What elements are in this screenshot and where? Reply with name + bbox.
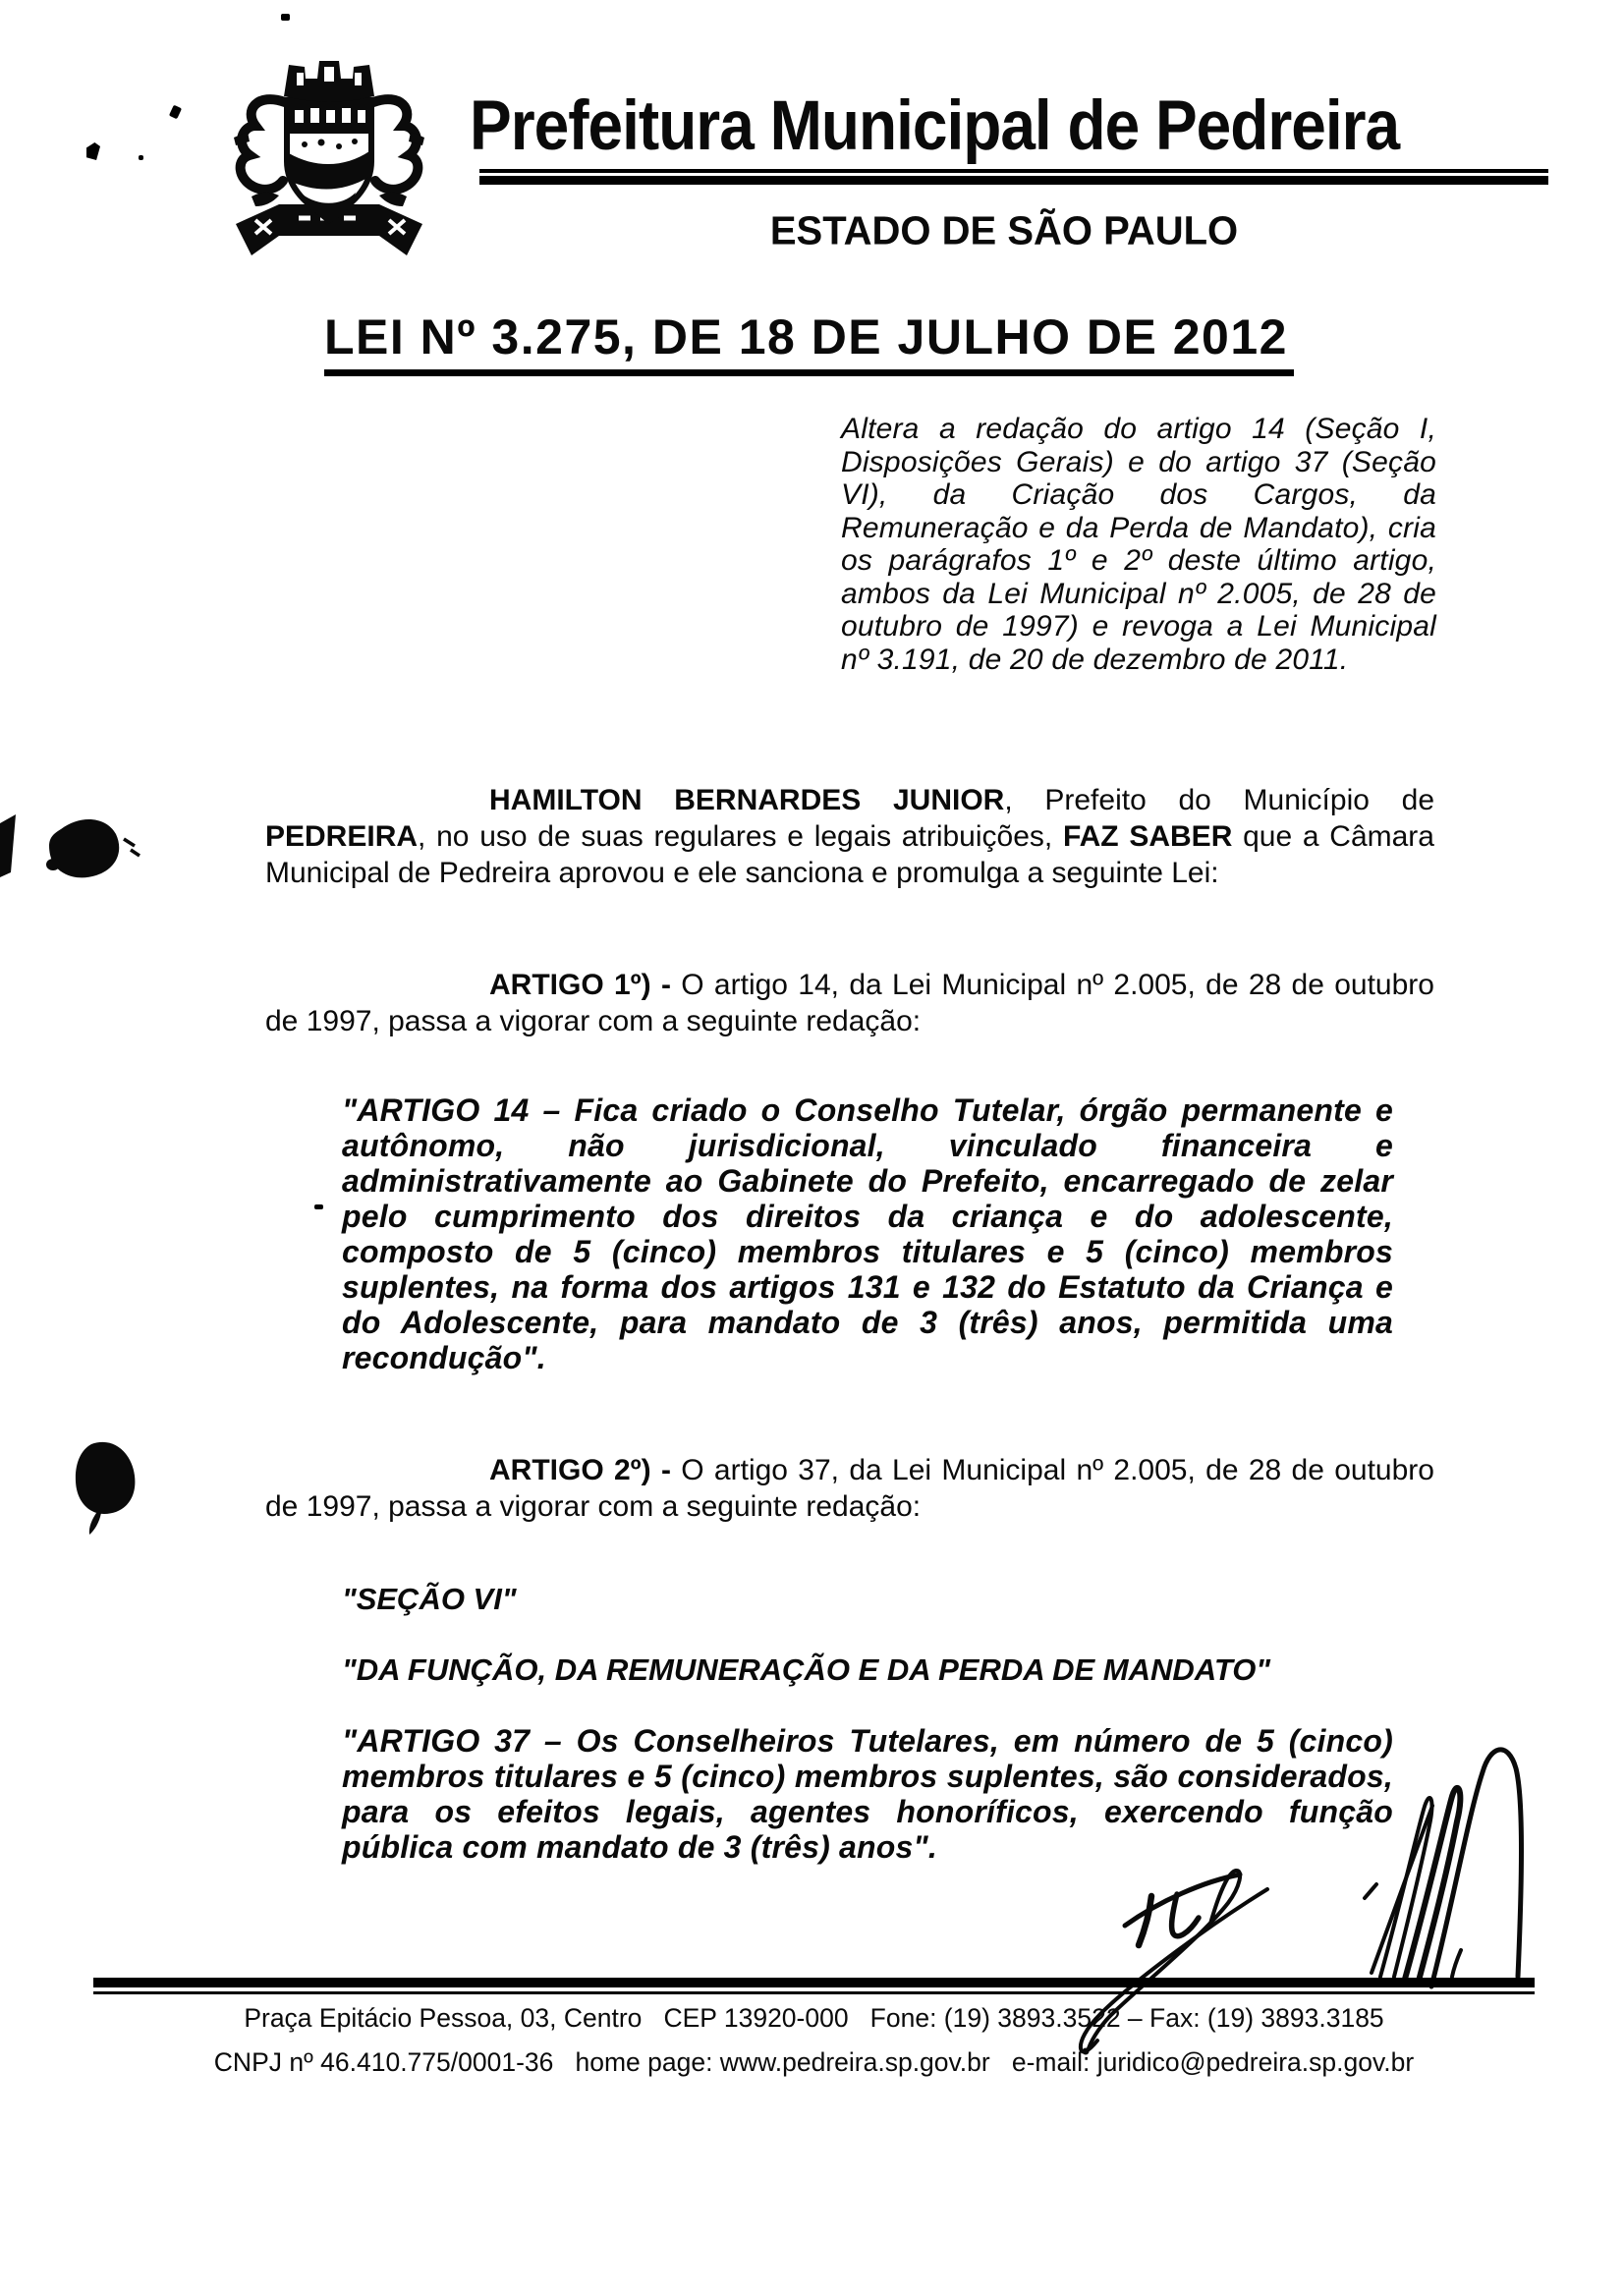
- municipality-name: PEDREIRA: [265, 820, 419, 853]
- coat-of-arms-logo: [222, 51, 448, 265]
- article-1-caput: [265, 967, 1434, 1039]
- scan-speck: [281, 14, 290, 21]
- law-summary: Altera a redação do artigo 14 (Seção I, Disposições Gerais) e do artigo 37 (Seção VI), da Criação dos Cargos, da Remuneração e da Perda de Mandato), cria os parágrafos 1º e 2º deste último artigo, ambos da Lei Municipal nº 2.005, de 28 de outubro de 1997) e revoga a Lei Municipal nº 3.191, de 20 de dezembro de 2011.: [841, 413, 1436, 676]
- section-heading: "SEÇÃO VI": [342, 1582, 517, 1616]
- faz-saber-phrase: FAZ SABER: [1062, 820, 1233, 853]
- article-1-label: ARTIGO 1º) -: [489, 969, 682, 1001]
- preamble-text: , Prefeito do Município de: [1004, 784, 1435, 816]
- footer-address: Praça Epitácio Pessoa, 03, Centro CEP 13920-000 Fone: (19) 3893.3522 – Fax: (19) 3893.3185: [244, 2003, 1384, 2033]
- preamble-text: , no uso de suas regulares e legais atribuições,: [418, 820, 1063, 853]
- ink-blob-bottom: [44, 1434, 152, 1538]
- footer-divider: [93, 1978, 1535, 1994]
- article-1-text: O artigo 14, da Lei Municipal nº 2.005, de 28 de outubro de 1997, passa a vigorar com a seguinte redação:: [265, 969, 1434, 1037]
- ink-blob-top: [0, 808, 167, 901]
- scan-speck: [139, 155, 143, 160]
- org-name: Prefeitura Municipal de Pedreira: [470, 85, 1400, 165]
- article-2-text: O artigo 37, da Lei Municipal nº 2.005, de 28 de outubro de 1997, passa a vigorar com a seguinte redação:: [265, 1454, 1434, 1523]
- state-line: ESTADO DE SÃO PAULO: [769, 209, 1239, 253]
- article-2-label: ARTIGO 2º) -: [489, 1454, 682, 1486]
- article-37-quote: "ARTIGO 37 – Os Conselheiros Tutelares, em número de 5 (cinco) membros titulares e 5 (cinco) membros suplentes, são considerados, para os efeitos legais, agentes honoríficos, exercendo função pública com mandato de 3 (três) anos".: [342, 1723, 1393, 1865]
- preamble-paragraph: [265, 782, 1434, 891]
- pen-strokes: [1341, 1719, 1557, 2004]
- footer-registry: CNPJ nº 46.410.775/0001-36 home page: www.pedreira.sp.gov.br e-mail: juridico@pedreira.sp.gov.br: [213, 2047, 1415, 2077]
- scan-speck: [86, 142, 100, 160]
- preamble-text: que a Câmara Municipal de Pedreira aprovou e ele sanciona e promulga a seguinte Lei:: [265, 820, 1434, 889]
- chapter-heading: "DA FUNÇÃO, DA REMUNERAÇÃO E DA PERDA DE MANDATO": [342, 1652, 1271, 1687]
- header-divider: [479, 169, 1548, 185]
- scan-speck: [169, 105, 182, 120]
- law-title: LEI Nº 3.275, DE 18 DE JULHO DE 2012: [324, 308, 1294, 376]
- mayor-name: HAMILTON BERNARDES JUNIOR: [489, 784, 1005, 816]
- article-2-caput: [265, 1452, 1434, 1525]
- scan-speck: [314, 1204, 323, 1209]
- article-14-quote: "ARTIGO 14 – Fica criado o Conselho Tutelar, órgão permanente e autônomo, não jurisdicional, vinculado financeira e administrativamente ao Gabinete do Prefeito, encarregado de zelar pelo cumprimento dos direitos da criança e do adolescente, composto de 5 (cinco) membros titulares e 5 (cinco) membros suplentes, na forma dos artigos 131 e 132 do Estatuto da Criança e do Adolescente, para mandato de 3 (três) anos, permitida uma recondução".: [342, 1092, 1393, 1375]
